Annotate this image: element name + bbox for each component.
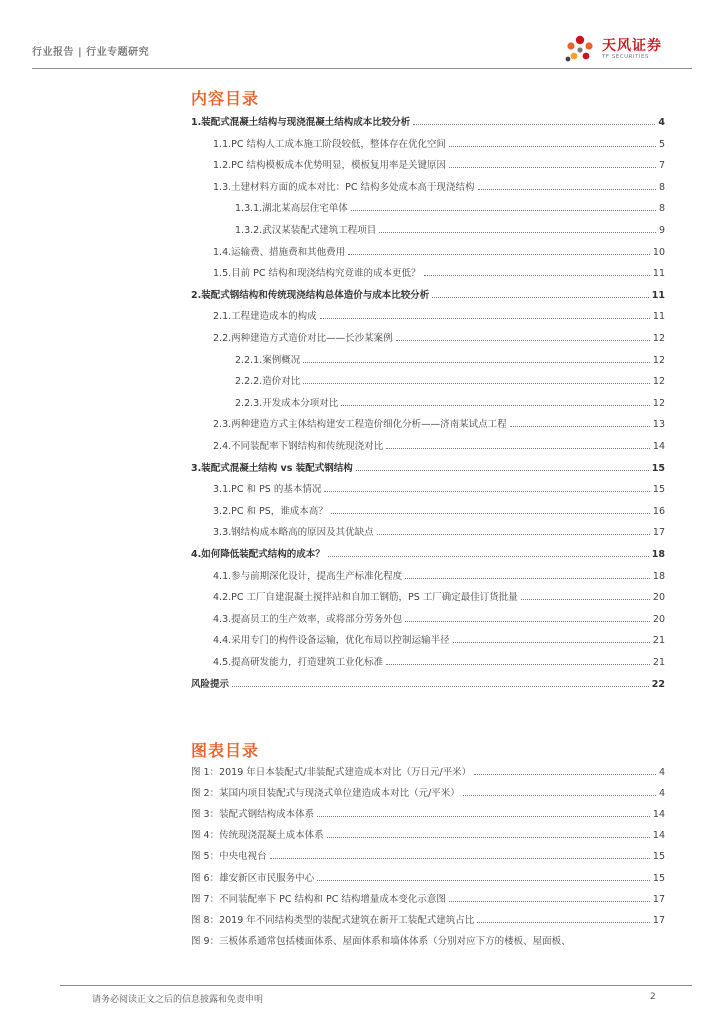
dot-leader bbox=[348, 254, 650, 255]
dot-leader bbox=[386, 664, 650, 665]
brand-name-cn: 天风证券 bbox=[602, 38, 662, 54]
figure-entry-page: 4 bbox=[658, 788, 665, 800]
toc-entry-page: 12 bbox=[652, 376, 665, 388]
figure-entry[interactable] bbox=[191, 870, 665, 884]
toc-entry[interactable] bbox=[191, 568, 665, 582]
toc-entry-title: 目前 PC 结构和现浇结构究竟谁的成本更低？ bbox=[231, 268, 421, 280]
figure-entry-page: 15 bbox=[652, 872, 665, 884]
toc-entry[interactable] bbox=[191, 416, 665, 430]
figure-entry-title: 图 2：某国内项目装配式与现浇式单位建造成本对比（元/平米） bbox=[191, 788, 460, 800]
dot-leader bbox=[303, 383, 650, 384]
toc-entry-page: 5 bbox=[658, 138, 665, 150]
dot-leader bbox=[396, 340, 650, 341]
figure-entry-page: 17 bbox=[652, 914, 665, 926]
toc-entry-number: 2.2.2. bbox=[235, 376, 263, 388]
figure-entry-title: 图 4：传统现浇混凝土成本体系 bbox=[191, 830, 324, 842]
toc-entry-number: 4.5. bbox=[213, 657, 232, 668]
toc-entry-title: 武汉某装配式建筑工程项目 bbox=[262, 225, 377, 236]
figure-entry[interactable] bbox=[191, 848, 665, 862]
toc-entry-number: 1.3.1. bbox=[235, 203, 263, 215]
toc-entry-number: 2.2.1. bbox=[235, 354, 263, 366]
toc-entry[interactable] bbox=[191, 179, 665, 193]
figure-entry[interactable] bbox=[191, 827, 665, 841]
toc-entry[interactable] bbox=[191, 460, 665, 474]
toc-entry-title: 两种建造方式造价对比——长沙某案例 bbox=[231, 333, 393, 344]
toc-entry-page: 12 bbox=[652, 354, 665, 366]
figures-title: 图表目录 bbox=[191, 741, 260, 760]
toc-entry-number: 3.1. bbox=[213, 484, 232, 496]
dot-leader bbox=[432, 297, 649, 298]
toc-entry-page: 15 bbox=[651, 462, 665, 474]
toc-entry[interactable] bbox=[191, 330, 665, 344]
tf-flower-icon bbox=[562, 34, 598, 66]
page-header bbox=[32, 34, 692, 66]
toc-entry[interactable] bbox=[191, 373, 665, 387]
toc-entry-page: 14 bbox=[652, 441, 665, 452]
toc-entry[interactable] bbox=[191, 136, 665, 150]
toc-entry-title: 湖北某高层住宅单体 bbox=[262, 203, 348, 215]
report-category: 行业报告 | 行业专题研究 bbox=[32, 47, 150, 58]
toc-entry-title: 案例概况 bbox=[262, 354, 301, 366]
toc-entry-title: 运输费、措施费和其他费用 bbox=[231, 246, 346, 258]
toc-entry-number: 4. bbox=[191, 549, 202, 560]
toc-entry-number: 2.4. bbox=[213, 441, 232, 452]
toc-entry-number: 4.1. bbox=[213, 570, 232, 582]
figure-entry-title: 图 5：中央电视台 bbox=[191, 851, 267, 863]
toc-entry-number: 1.2. bbox=[213, 160, 232, 172]
toc-entry-title: 装配式钢结构和传统现浇结构总体造价与成本比较分析 bbox=[201, 289, 430, 301]
toc-entry[interactable] bbox=[191, 589, 665, 603]
toc-entry-page: 15 bbox=[652, 484, 665, 496]
toc-entry[interactable] bbox=[191, 395, 665, 409]
dot-leader bbox=[449, 146, 656, 147]
toc-entry-number: 1.4. bbox=[213, 246, 232, 258]
dot-leader bbox=[477, 922, 650, 923]
toc-entry-number: 4.3. bbox=[213, 613, 232, 625]
toc-entry-title: PC 结构人工成本施工阶段较低，整体存在优化空间 bbox=[231, 138, 447, 150]
toc-entry-page: 11 bbox=[651, 289, 665, 301]
figure-entry-title: 图 3：装配式钢结构成本体系 bbox=[191, 809, 315, 821]
footer-disclaimer: 请务必阅读正文之后的信息披露和免责申明 bbox=[92, 995, 264, 1005]
toc-entry-title: 提高员工的生产效率，或将部分劳务外包 bbox=[231, 613, 403, 625]
toc-entry[interactable] bbox=[191, 200, 665, 214]
figure-entry-title: 图 6：雄安新区市民服务中心 bbox=[191, 872, 315, 884]
dot-leader bbox=[324, 491, 650, 492]
toc-entry-title: PC 和 PS 的基本情况 bbox=[231, 484, 322, 496]
toc-entry-title: 不同装配率下钢结构和传统现浇对比 bbox=[231, 441, 384, 452]
toc-entry[interactable] bbox=[191, 265, 665, 279]
dot-leader bbox=[351, 210, 656, 211]
toc-entry-page: 4 bbox=[658, 117, 665, 128]
toc-entry[interactable] bbox=[191, 546, 665, 560]
toc-entry-number: 2.2.3. bbox=[235, 397, 263, 409]
toc-entry-number: 1.5. bbox=[213, 268, 232, 280]
toc-entry-page: 16 bbox=[652, 505, 665, 517]
dot-leader bbox=[317, 880, 650, 881]
toc-entry-title: 装配式混凝土结构与现浇混凝土结构成本比较分析 bbox=[201, 117, 411, 128]
figure-entry-page: 14 bbox=[652, 809, 665, 821]
dot-leader bbox=[328, 556, 649, 557]
dot-leader bbox=[474, 774, 656, 775]
dot-leader bbox=[327, 837, 650, 838]
toc-entry-number: 1. bbox=[191, 117, 202, 128]
toc-entry[interactable] bbox=[191, 287, 665, 301]
toc-entry[interactable] bbox=[191, 157, 665, 171]
toc-entry[interactable] bbox=[191, 352, 665, 366]
dot-leader bbox=[386, 448, 650, 449]
toc-entry-page: 11 bbox=[652, 311, 665, 323]
toc-entry-title: PC 结构模板成本优势明显，模板复用率是关键原因 bbox=[231, 160, 447, 172]
toc-entry-page: 9 bbox=[658, 225, 665, 236]
toc-entry-title: 两种建造方式主体结构建安工程造价细化分析——济南某试点工程 bbox=[231, 419, 507, 431]
toc-entry-page: 22 bbox=[651, 678, 665, 690]
dot-leader bbox=[232, 686, 649, 687]
toc-entry-title: PC 和 PS，谁成本高？ bbox=[231, 505, 328, 517]
toc-entry-title: 开发成本分项对比 bbox=[262, 397, 339, 409]
figure-entry[interactable] bbox=[191, 764, 665, 778]
page-number: 2 bbox=[650, 992, 656, 1002]
figure-entry-title: 图 7：不同装配率下 PC 结构和 PC 结构增量成本变化示意图 bbox=[191, 893, 446, 905]
figure-entry-page: 17 bbox=[652, 893, 665, 905]
brand-logo bbox=[562, 34, 692, 66]
toc-title: 内容目录 bbox=[191, 89, 260, 108]
dot-leader bbox=[270, 858, 650, 859]
toc-entry-page: 18 bbox=[652, 570, 665, 582]
toc-entry-page: 11 bbox=[652, 268, 665, 280]
header-divider bbox=[32, 68, 692, 69]
figure-entry-title: 图 8：2019 年不同结构类型的装配式建筑在新开工装配式建筑占比 bbox=[191, 914, 475, 926]
toc-entry-page: 8 bbox=[658, 181, 665, 193]
toc-entry-page: 10 bbox=[652, 246, 665, 258]
toc-entry-title: 钢结构成本略高的原因及其优缺点 bbox=[231, 527, 374, 539]
toc-entry-page: 20 bbox=[652, 613, 665, 625]
toc-entry-title: PC 工厂自建混凝土搅拌站和自加工钢筋，PS 工厂确定最佳订货批量 bbox=[231, 592, 518, 604]
figure-entry[interactable] bbox=[191, 891, 665, 905]
dot-leader bbox=[303, 362, 650, 363]
toc-entry[interactable] bbox=[191, 308, 665, 322]
dot-leader bbox=[377, 534, 650, 535]
toc-entry-page: 12 bbox=[652, 333, 665, 344]
dot-leader bbox=[331, 513, 650, 514]
dot-leader bbox=[405, 621, 650, 622]
toc-entry-page: 17 bbox=[652, 527, 665, 539]
figure-entry[interactable] bbox=[191, 933, 665, 947]
dot-leader bbox=[405, 578, 650, 579]
toc-entry-number: 2.3. bbox=[213, 419, 232, 431]
toc-entry-page: 20 bbox=[652, 592, 665, 604]
figure-entry[interactable] bbox=[191, 806, 665, 820]
toc-entry[interactable] bbox=[191, 503, 665, 517]
dot-leader bbox=[341, 405, 650, 406]
toc-entry-number: 2.1. bbox=[213, 311, 232, 323]
footer-divider bbox=[60, 985, 692, 986]
toc-entry[interactable] bbox=[191, 632, 665, 646]
toc-entry-page: 18 bbox=[651, 549, 665, 560]
figure-entry-page: 15 bbox=[652, 851, 665, 863]
dot-leader bbox=[521, 599, 650, 600]
figure-entry[interactable] bbox=[191, 785, 665, 799]
toc-entry-title: 参与前期深化设计，提高生产标准化程度 bbox=[231, 570, 403, 582]
toc-entry[interactable] bbox=[191, 654, 665, 668]
toc-entry-title: 提高研发能力，打造建筑工业化标准 bbox=[231, 657, 384, 668]
figure-entry-title: 图 1：2019 年日本装配式/非装配式建造成本对比（万日元/平米） bbox=[191, 767, 472, 778]
dot-leader bbox=[413, 124, 655, 125]
toc-entry-number: 1.3. bbox=[213, 181, 232, 193]
toc-entry[interactable] bbox=[191, 438, 665, 452]
toc-entry[interactable] bbox=[191, 524, 665, 538]
toc-entry-number: 3.2. bbox=[213, 505, 232, 517]
dot-leader bbox=[449, 167, 656, 168]
toc-entry-number: 2.2. bbox=[213, 333, 232, 344]
dot-leader bbox=[463, 795, 656, 796]
toc-entry-number: 1.3.2. bbox=[235, 225, 263, 236]
dot-leader bbox=[449, 901, 650, 902]
dot-leader bbox=[317, 816, 650, 817]
toc-entry[interactable] bbox=[191, 611, 665, 625]
toc-entry-number: 4.4. bbox=[213, 635, 232, 647]
toc-entry-title: 装配式混凝土结构 vs 装配式钢结构 bbox=[201, 462, 353, 474]
figure-entry-page: 4 bbox=[658, 767, 665, 778]
toc-entry[interactable] bbox=[191, 222, 665, 236]
toc-entry[interactable] bbox=[191, 244, 665, 258]
toc-entry-title: 风险提示 bbox=[191, 678, 230, 690]
toc-entry[interactable] bbox=[191, 676, 665, 690]
dot-leader bbox=[510, 426, 650, 427]
dot-leader bbox=[320, 318, 650, 319]
toc-entry-number: 3.3. bbox=[213, 527, 232, 539]
figure-entry-title: 图 9：三板体系通常包括楼面体系、屋面体系和墙体体系（分别对应下方的楼板、屋面板、 bbox=[191, 935, 571, 947]
toc-entry-page: 8 bbox=[658, 203, 665, 215]
toc-entry-title: 如何降低装配式结构的成本？ bbox=[201, 549, 325, 560]
toc-entry-page: 12 bbox=[652, 397, 665, 409]
toc-entry-title: 采用专门的构件设备运输，优化布局以控制运输半径 bbox=[231, 635, 450, 647]
toc-entry[interactable] bbox=[191, 114, 665, 128]
dot-leader bbox=[356, 470, 649, 471]
dot-leader bbox=[478, 189, 656, 190]
dot-leader bbox=[379, 232, 656, 233]
brand-name-en: TF SECURITIES bbox=[602, 54, 649, 60]
toc-entry-title: 工程建造成本的构成 bbox=[231, 311, 317, 323]
toc-entry-number: 2. bbox=[191, 289, 202, 301]
figure-entry-page: 14 bbox=[652, 830, 665, 842]
toc-entry-page: 21 bbox=[652, 635, 665, 647]
toc-entry-page: 13 bbox=[652, 419, 665, 431]
toc-entry-number: 4.2. bbox=[213, 592, 232, 604]
figure-entry[interactable] bbox=[191, 912, 665, 926]
toc-entry-page: 21 bbox=[652, 657, 665, 668]
toc-entry-number: 1.1. bbox=[213, 138, 232, 150]
dot-leader bbox=[453, 642, 650, 643]
toc-entry[interactable] bbox=[191, 481, 665, 495]
toc-entry-number: 3. bbox=[191, 462, 202, 474]
dot-leader bbox=[424, 275, 650, 276]
toc-entry-title: 土建材料方面的成本对比：PC 结构多处成本高于现浇结构 bbox=[231, 181, 475, 193]
toc-entry-title: 造价对比 bbox=[262, 376, 301, 388]
toc-entry-page: 7 bbox=[658, 160, 665, 172]
